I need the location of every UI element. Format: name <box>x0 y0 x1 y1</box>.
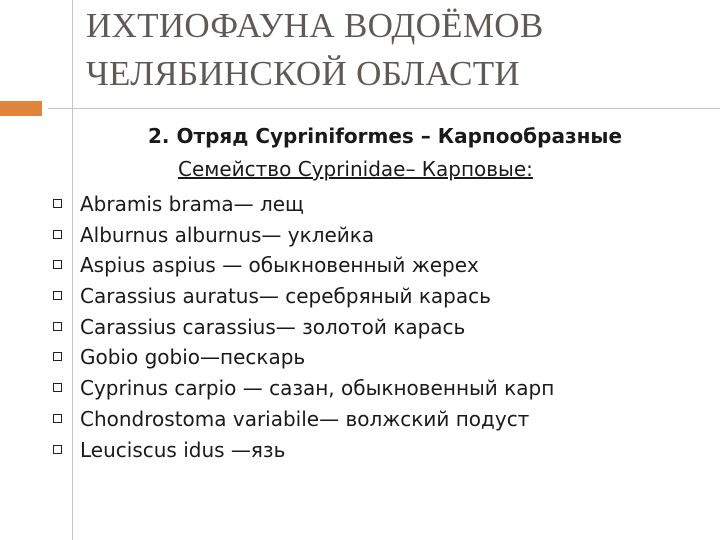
list-item <box>50 250 554 281</box>
species-list <box>50 189 554 465</box>
square-bullet-icon <box>53 322 62 331</box>
list-item-text: Carassius auratus— серебряный карась <box>80 284 491 309</box>
list-item <box>50 342 554 373</box>
family-subheading: Семейство Cyprinidae– Карповые: <box>178 157 533 181</box>
list-item <box>50 281 554 312</box>
list-item <box>50 373 554 404</box>
list-item <box>50 189 554 220</box>
list-item-text: Leuciscus idus —язь <box>80 437 286 462</box>
list-item <box>50 404 554 435</box>
square-bullet-icon <box>53 383 62 392</box>
list-item-text: Cyprinus carpio — сазан, обыкновенный карп <box>80 376 555 401</box>
square-bullet-icon <box>53 414 62 423</box>
title-line-2: ЧЕЛЯБИНСКОЙ ОБЛАСТИ <box>86 54 520 93</box>
list-item-text: Gobio gobio—пескарь <box>80 345 306 370</box>
square-bullet-icon <box>53 445 62 454</box>
list-item <box>50 435 554 466</box>
list-item-text: Carassius carassius— золотой карась <box>80 314 466 339</box>
square-bullet-icon <box>53 230 62 239</box>
order-heading: 2. Отряд Cypriniformes – Карпообразные <box>148 124 623 148</box>
list-item-text: Alburnus alburnus— уклейка <box>80 222 375 247</box>
list-item-text: Aspius aspius — обыкновенный жерех <box>80 253 479 278</box>
list-item <box>50 312 554 343</box>
list-item-text: Abramis brama— лещ <box>80 192 304 216</box>
list-item <box>50 220 554 251</box>
title-line-1: ИХТИОФАУНА ВОДОЁМОВ <box>86 6 544 45</box>
square-bullet-icon <box>53 352 62 361</box>
list-item-text: Chondrostoma variabile— волжский подуст <box>80 406 530 431</box>
square-bullet-icon <box>53 291 62 300</box>
square-bullet-icon <box>53 260 62 269</box>
square-bullet-icon <box>53 199 62 208</box>
